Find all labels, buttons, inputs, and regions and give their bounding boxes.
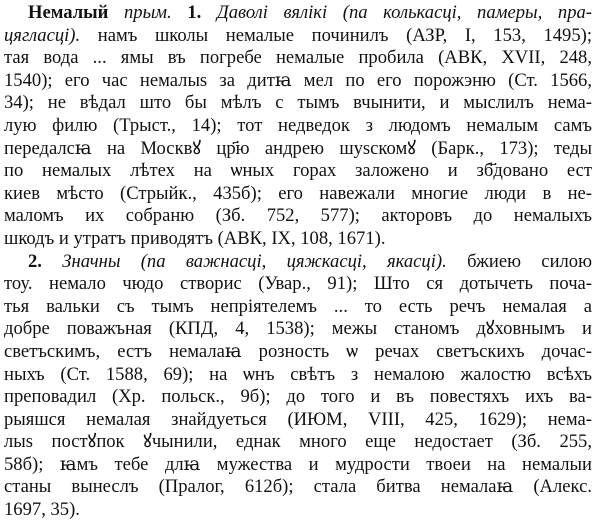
dictionary-entry <box>4 2 592 522</box>
text-line <box>4 25 592 48</box>
text-line: передалсꙗ на Москвꙋ цр҃ю андрею шуѕскомꙋ (Барк., 173); теды <box>4 137 592 159</box>
sense-number-1: 1. <box>187 2 202 23</box>
text-line: тоу. немало чюдо створис (Увар., 91); Што ся дотычеть поча- <box>4 273 592 295</box>
text-line: киев мѣсто (Стрыйк., 435б); его навежали многие люди в не- <box>4 182 592 204</box>
sense-gloss-2: Значны (па важнасці, цяжкасці, якасці). <box>62 250 447 272</box>
text-line: преповадил (Хр. польск., 9б); до того и въ повестяхъ ихъ ва- <box>4 386 592 408</box>
text-line: лыs постꙋпок ꙋчынили, еднак много еще недостает (Зб. 255, <box>4 431 592 453</box>
text-line: 58б); ꙗмъ тебе длꙗ мужества и мудрости твоеи на немалыи <box>4 453 592 475</box>
text-line: лую филю (Трыст., 14); тот недведок з людомъ немалым самъ <box>4 114 592 136</box>
part-of-speech: прым. <box>124 2 172 23</box>
text-line: маломъ их собраню (Зб. 752, 577); акторовъ до немалыхъ <box>4 205 592 227</box>
text-line: 1540); его час немалыs за дитꙗ мел по его порожэню (Ст. 1566, <box>4 69 592 91</box>
text-line: по немалых лѣтех на ѡных горах заложено и зб҃довано ест <box>4 160 592 182</box>
text-line: ныхъ (Ст. 1588, 69); на ѡнъ свѣтъ з немалою жалостю всѣхъ <box>4 363 592 385</box>
text-line: шкодъ и утратъ приводятъ (АВК, IX, 108, 1671). <box>4 227 386 249</box>
sense-number-2: 2. <box>28 250 42 272</box>
text-line: тья вальки съ тымъ непріятелемъ ... то есть речъ немалая а <box>4 295 592 317</box>
text-line: 34); не вѣдал што бы мѣлъ с тымъ вчынити, и мыслилъ нема- <box>4 92 592 114</box>
text-line: рыяшся немалая знайдуеться (ИЮМ, VIII, 425, 1629); нема- <box>4 408 592 430</box>
sense-2-first-line <box>4 251 592 274</box>
example-text: бжиею силою <box>467 250 592 272</box>
text-line: 1697, 35). <box>4 499 80 521</box>
sense-gloss-1: Даволі вялікі (па колькасці, памеры, пра- <box>216 2 592 23</box>
example-text: намъ школы немалые починилъ (АЗР, I, 153, 1495); <box>97 24 592 46</box>
text-line: станы вынеслъ (Пралог, 612б); стала битва немалаꙗ (Алекс. <box>4 476 592 498</box>
entry-first-line <box>4 2 592 25</box>
text-line: тая вода ... ямы въ погребе немалые пробила (АВК, XVII, 248, <box>4 47 592 69</box>
sense-gloss-1-cont: цягласці). <box>4 24 81 46</box>
text-line: светъскимъ, естъ немалаꙗ розность ѡ речах светъскихъ дочас- <box>4 340 592 362</box>
headword: Немалый <box>28 2 109 23</box>
text-line: добре поважъная (КПД, 4, 1538); межы станомъ дꙋховнымъ и <box>4 318 592 340</box>
